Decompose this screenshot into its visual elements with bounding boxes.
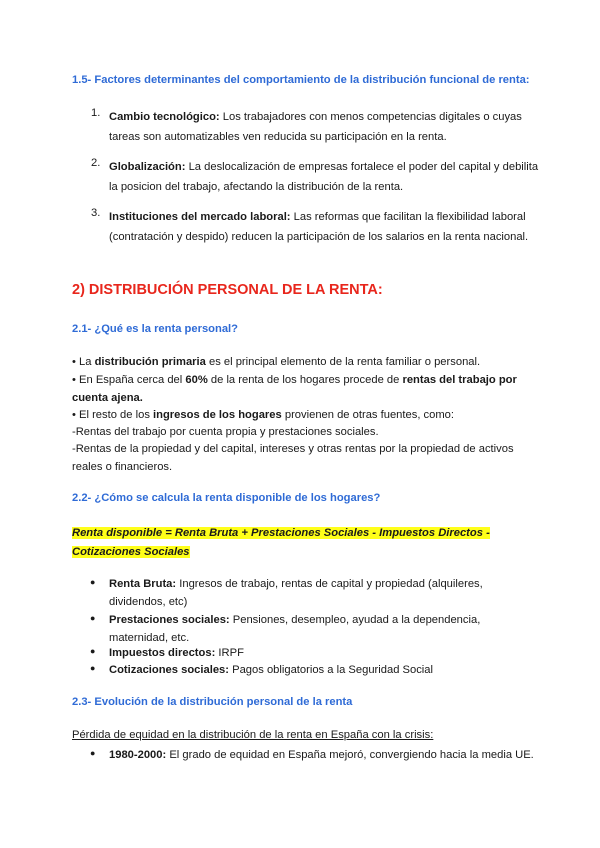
section-heading-2-3: 2.3- Evolución de la distribución personal de la renta (72, 696, 353, 708)
bullet-icon: ● (90, 577, 96, 587)
subheading-perdida-equidad: Pérdida de equidad en la distribución de la renta en España con la crisis: (72, 729, 434, 741)
dash-item: -Rentas de la propiedad y del capital, intereses y otras rentas por la propiedad de activos reales o financieros. (72, 443, 514, 473)
list-item (109, 157, 539, 197)
list-item-text: Pensiones, desempleo, ayudad a la dependencia, maternidad, etc. (109, 614, 481, 644)
text-span: provienen de otras fuentes, como: (281, 409, 454, 421)
section-heading-2: 2) DISTRIBUCIÓN PERSONAL DE LA RENTA: (72, 282, 383, 298)
text-span: es el principal elemento de la renta familiar o personal. (205, 356, 481, 368)
list-item-term: Instituciones del mercado laboral: (109, 211, 291, 223)
list-item-text: Ingresos de trabajo, rentas de capital y propiedad (alquileres, dividendos, etc) (109, 578, 483, 608)
paragraph-distribucion-primaria (72, 353, 542, 371)
section-heading-1-5: 1.5- Factores determinantes del comportamiento de la distribución funcional de renta: (72, 74, 530, 86)
list-item (109, 644, 539, 662)
list-item-text: Los trabajadores con menos competencias digitales o cuyas tareas son automatizables ven reducida su participación en la renta. (109, 111, 522, 143)
list-item-term: 1980-2000: (109, 749, 167, 761)
list-item-text: El grado de equidad en España mejoró, convergiendo hacia la media UE. (166, 749, 534, 761)
list-number: 2. (91, 157, 101, 169)
list-item-text: Pagos obligatorios a la Seguridad Social (229, 664, 433, 676)
list-item (109, 207, 539, 247)
list-item-term: Prestaciones sociales: (109, 614, 230, 626)
list-item (109, 746, 539, 764)
highlighted-formula: Renta disponible = Renta Bruta + Prestaciones Sociales - Impuestos Directos - Cotizaciones Sociales (72, 527, 490, 558)
list-item (109, 107, 539, 147)
list-item (109, 611, 539, 647)
list-number: 1. (91, 107, 101, 119)
bullet-icon: ● (90, 646, 96, 656)
list-item-text: La deslocalización de empresas fortalece el poder del capital y debilita la posicion del trabajo, afectando la distribución de la renta. (109, 161, 539, 193)
text-span: • En España cerca del (72, 374, 186, 386)
section-heading-2-2: 2.2- ¿Cómo se calcula la renta disponible de los hogares? (72, 492, 381, 504)
list-item-term: Globalización: (109, 161, 186, 173)
dash-item: -Rentas del trabajo por cuenta propia y prestaciones sociales. (72, 426, 379, 438)
formula-renta-disponible (72, 524, 534, 562)
list-item-term: Renta Bruta: (109, 578, 177, 590)
list-item-term: Cotizaciones sociales: (109, 664, 229, 676)
bold-term: ingresos de los hogares (153, 409, 282, 421)
list-item (109, 575, 539, 611)
bullet-icon: ● (90, 748, 96, 758)
paragraph-espana-60 (72, 371, 532, 407)
paragraph-resto-ingresos (72, 406, 542, 424)
list-number: 3. (91, 207, 101, 219)
list-item-term: Impuestos directos: (109, 647, 216, 659)
text-span: de la renta de los hogares procede de (207, 374, 403, 386)
section-heading-2-1: 2.1- ¿Qué es la renta personal? (72, 323, 239, 335)
bullet-icon: ● (90, 663, 96, 673)
text-span: • El resto de los (72, 409, 154, 421)
list-item-term: Cambio tecnológico: (109, 111, 220, 123)
list-item-text: Las reformas que facilitan la flexibilidad laboral (contratación y despido) reducen la participación de los salarios en la renta nacional. (109, 211, 529, 243)
list-item (109, 661, 539, 679)
bold-term: rentas del trabajo por cuenta ajena. (72, 374, 517, 404)
bold-term: 60% (185, 374, 208, 386)
text-span: • La (72, 356, 95, 368)
bold-term: distribución primaria (94, 356, 206, 368)
list-item-text: IRPF (215, 647, 244, 659)
bullet-icon: ● (90, 613, 96, 623)
